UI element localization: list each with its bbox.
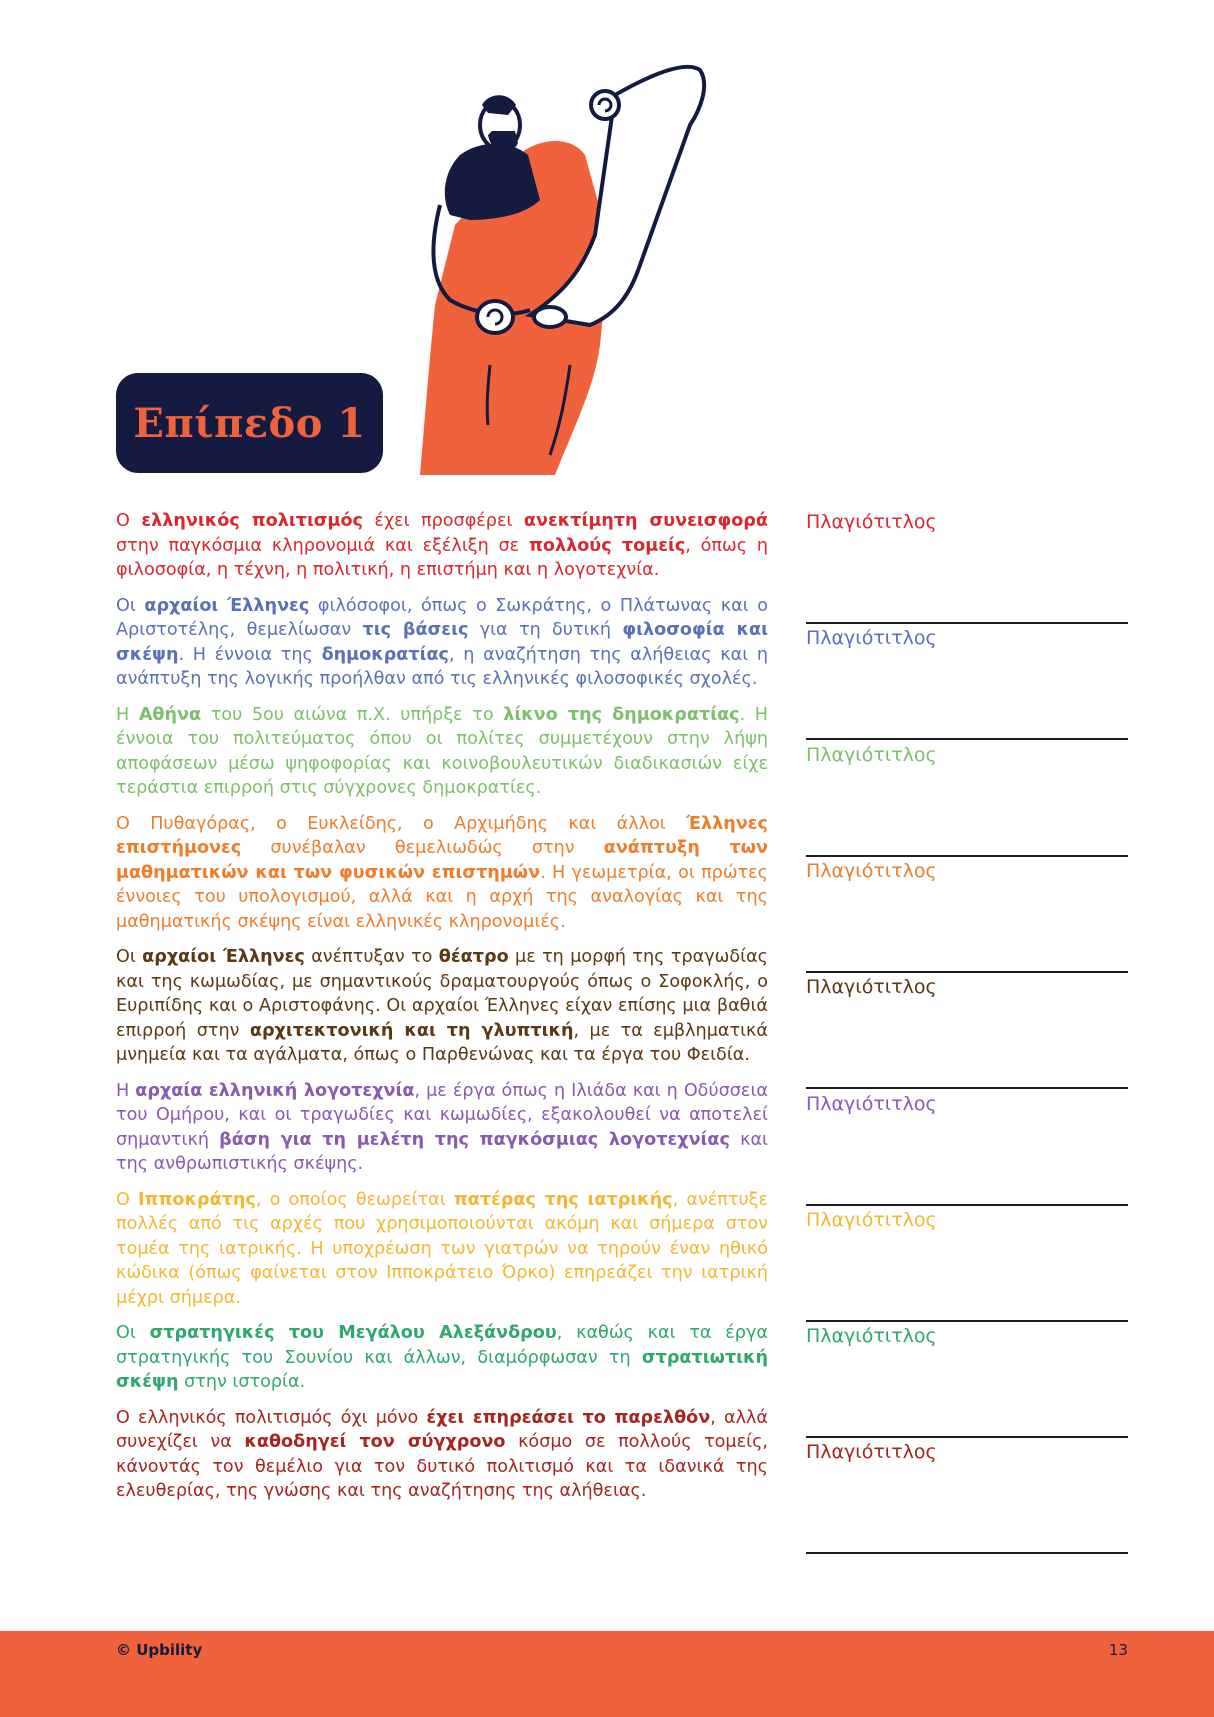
- highlight-text: Ιπποκράτης: [138, 1189, 256, 1210]
- subtitle-label: Πλαγιότιτλος: [806, 859, 937, 882]
- writing-line: [806, 1552, 1128, 1554]
- highlight-text: πατέρας της ιατρικής: [453, 1189, 673, 1210]
- paragraph-text: για τη δυτική: [468, 620, 623, 640]
- paragraph-text: . Η έννοια της: [178, 644, 322, 665]
- paragraph-text: Η: [116, 704, 139, 725]
- subtitle-slot: [806, 508, 1128, 624]
- paragraph-text: κόσμο σε πολλούς τομείς, κάνοντάς τον θεμέλιο για τον δυτικό πολιτισμό και τα ιδανικά της ελευθερίας, της γνώσης και της αναζήτησης της αλήθειας.: [116, 1432, 769, 1501]
- subtitle-label: Πλαγιότιτλος: [806, 511, 937, 533]
- body-paragraph: [116, 594, 768, 692]
- paragraph-text: , καθώς και τα έργα στρατηγικής του Σουνίου και άλλων, διαμόρφωσαν τη: [116, 1323, 768, 1368]
- highlight-text: αρχιτεκτονική και τη γλυπτική: [249, 1020, 574, 1041]
- paragraph-text: , ο οποίος θεωρείται: [255, 1189, 454, 1210]
- paragraph-text: συνέβαλαν θεμελιωδώς στην: [241, 838, 604, 858]
- body-paragraph: [116, 1079, 768, 1177]
- paragraph-text: ανέπτυξαν το: [304, 947, 439, 967]
- highlight-text: ανεκτίμητη συνεισφορά: [523, 511, 768, 531]
- paragraph-text: στην παγκόσμια κληρονομιά και εξέλιξη σε: [116, 535, 529, 556]
- subtitle-label: Πλαγιότιτλος: [806, 1325, 937, 1348]
- page-number: 13: [1108, 1641, 1128, 1659]
- body-paragraph: [116, 812, 768, 935]
- paragraph-text: , με έργα όπως η Ιλιάδα και η Οδύσσεια του Ομήρου, και οι τραγωδίες και κωμωδίες, εξακολουθεί να αποτελεί σημαντική: [116, 1080, 768, 1150]
- subtitle-slot: [806, 741, 1128, 857]
- highlight-text: έχει επηρεάσει το παρελθόν: [426, 1407, 711, 1428]
- highlight-text: Έλληνες επιστήμονες: [116, 813, 768, 858]
- subtitle-label: Πλαγιότιτλος: [806, 627, 937, 650]
- subtitle-label: Πλαγιότιτλος: [806, 1092, 937, 1115]
- highlight-text: αρχαίοι Έλληνες: [144, 595, 310, 616]
- subtitle-slot: [806, 1322, 1128, 1438]
- highlight-text: δημοκρατίας: [321, 644, 449, 665]
- paragraph-text: , η αναζήτηση της αλήθειας και η ανάπτυξη της λογικής προήλθαν από τις ελληνικές φιλοσοφικές σχολές.: [116, 644, 768, 689]
- subtitle-slot: [806, 1438, 1128, 1554]
- highlight-text: λίκνο της δημοκρατίας: [503, 704, 740, 725]
- body-paragraph: [116, 1406, 768, 1504]
- paragraph-text: φιλόσοφοι, όπως ο Σωκράτης, ο Πλάτωνας και ο Αριστοτέλης, θεμελίωσαν: [116, 595, 768, 640]
- paragraph-text: Η: [116, 1080, 136, 1101]
- subtitle-slot: [806, 1090, 1128, 1206]
- highlight-text: τις βάσεις: [362, 620, 469, 640]
- subtitle-label: Πλαγιότιτλος: [806, 1441, 937, 1464]
- paragraph-text: Ο: [116, 511, 142, 531]
- body-paragraph: [116, 1321, 768, 1395]
- highlight-text: αρχαίοι Έλληνες: [142, 947, 305, 967]
- philosopher-with-scroll-illustration: [400, 55, 780, 475]
- highlight-text: αρχαία ελληνική λογοτεχνία: [135, 1080, 415, 1101]
- body-text-column: [116, 509, 768, 1515]
- paragraph-text: και της ανθρωπιστικής σκέψης.: [116, 1129, 768, 1174]
- footer: [0, 1631, 1214, 1717]
- paragraph-text: . Η γεωμετρία, οι πρώτες έννοιες του υπολογισμού, αλλά και η αρχή της αναλογίας και της μαθηματικής σκέψης είναι ελληνικές κληρονομιές.: [116, 862, 769, 932]
- paragraph-text: Ο: [116, 1189, 139, 1210]
- highlight-text: στρατιωτική σκέψη: [116, 1347, 768, 1392]
- highlight-text: θέατρο: [438, 947, 509, 967]
- copyright-text: © Upbility: [116, 1641, 203, 1659]
- paragraph-text: Ο ελληνικός πολιτισμός όχι μόνο: [116, 1407, 427, 1428]
- highlight-text: ελληνικός πολιτισμός: [141, 511, 363, 531]
- paragraph-text: . Η έννοια του πολιτεύματος όπου οι πολίτες συμμετέχουν στην λήψη αποφάσεων μέσω ψηφοφορίας και κοινοβουλευτικών διαδικασιών είχε τεράστια επιρροή στις σύγχρονες δημοκρατίες.: [116, 704, 768, 798]
- paragraph-text: Ο Πυθαγόρας, ο Ευκλείδης, ο Αρχιμήδης και άλλοι: [116, 813, 687, 834]
- body-paragraph: [116, 509, 768, 583]
- subtitle-label: Πλαγιότιτλος: [806, 976, 937, 999]
- highlight-text: στρατηγικές του Μεγάλου Αλεξάνδρου: [149, 1323, 557, 1343]
- highlight-text: Αθήνα: [138, 704, 202, 725]
- paragraph-text: έχει προσφέρει: [362, 511, 524, 531]
- paragraph-text: , όπως η φιλοσοφία, η τέχνη, η πολιτική, η επιστήμη και η λογοτεχνία.: [116, 535, 768, 580]
- paragraph-text: Οι: [116, 595, 145, 616]
- subtitle-slot: [806, 857, 1128, 973]
- paragraph-text: Οι: [116, 1323, 150, 1343]
- subtitle-slot: [806, 624, 1128, 740]
- paragraph-text: , ανέπτυξε πολλές από τις αρχές που χρησιμοποιούνται ακόμη και σήμερα στον τομέα της ιατρικής. Η υποχρέωση των γιατρών να τηρούν έναν ηθικό κώδικα (όπως φαίνεται στον Ιπποκράτειο Όρκο) επηρεάζει την ιατρική μέχρι σήμερα.: [116, 1189, 768, 1308]
- body-paragraph: [116, 1188, 768, 1311]
- paragraph-text: με τη μορφή της τραγωδίας και της κωμωδίας, με σημαντικούς δραματουργούς όπως ο Σοφοκλής, ο Ευριπίδης και ο Αριστοφάνης. Οι αρχαίοι Έλληνες είχαν επίσης μια βαθιά επιρροή στην: [116, 947, 768, 1041]
- paragraph-text: , με τα εμβληματικά μνημεία και τα αγάλματα, όπως ο Παρθενώνας και τα έργα του Φειδία.: [116, 1020, 769, 1065]
- subtitle-label: Πλαγιότιτλος: [806, 743, 937, 766]
- highlight-text: ανάπτυξη των μαθηματικών και των φυσικών επιστημών: [116, 838, 769, 883]
- paragraph-text: Οι: [116, 947, 143, 967]
- subtitle-slot: [806, 1206, 1128, 1322]
- paragraph-text: στην ιστορία.: [178, 1372, 306, 1392]
- paragraph-text: του 5ου αιώνα π.Χ. υπήρξε το: [201, 704, 504, 725]
- subtitle-slot: [806, 973, 1128, 1089]
- highlight-text: βάση για τη μελέτη της παγκόσμιας λογοτεχνίας: [219, 1129, 730, 1150]
- level-title: Επίπεδο 1: [133, 399, 366, 447]
- highlight-text: πολλούς τομείς: [528, 535, 686, 556]
- body-paragraph: [116, 703, 768, 801]
- highlight-text: φιλοσοφία και σκέψη: [116, 620, 768, 665]
- subtitle-label: Πλαγιότιτλος: [806, 1208, 937, 1231]
- level-title-badge: [116, 373, 383, 473]
- paragraph-text: , αλλά συνεχίζει να: [116, 1407, 768, 1452]
- highlight-text: καθοδηγεί τον σύγχρονο: [244, 1432, 506, 1452]
- body-paragraph: [116, 945, 768, 1068]
